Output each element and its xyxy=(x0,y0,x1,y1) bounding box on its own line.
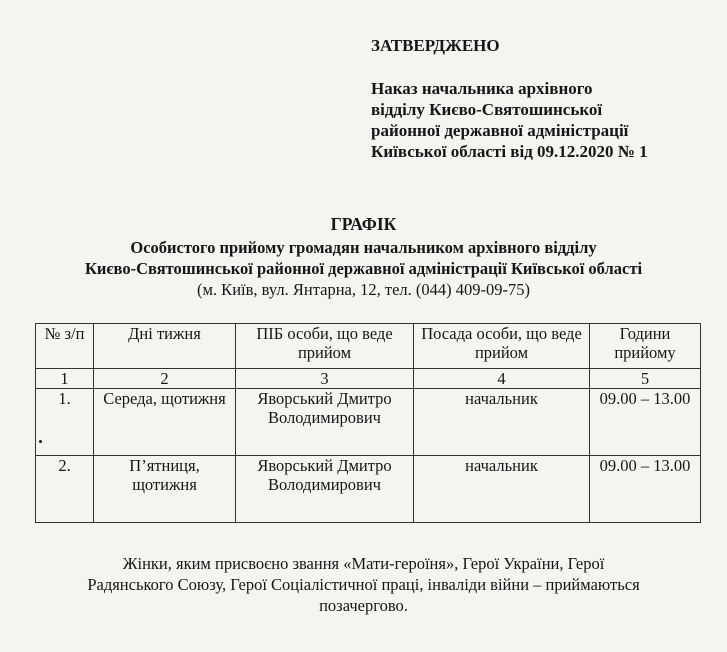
column-number: 3 xyxy=(236,369,414,389)
note-line: Жінки, яким присвоєно звання «Мати-героїня», Герої України, Герої xyxy=(122,554,605,573)
priority-note xyxy=(0,553,727,616)
order-line: відділу Києво-Святошинської xyxy=(371,100,603,119)
note-line: Радянського Союзу, Герої Соціалістичної праці, інваліди війни – приймаються xyxy=(87,575,640,594)
order-line: районної державної адміністрації xyxy=(371,121,629,140)
document-subtitle xyxy=(0,237,727,279)
column-number: 2 xyxy=(94,369,236,389)
column-number-row xyxy=(36,369,701,389)
note-line: позачергово. xyxy=(319,596,408,615)
row-person-name: Яворський Дмитро Володимирович xyxy=(236,456,414,523)
document-title: ГРАФІК xyxy=(330,214,397,234)
subtitle-line: Особистого прийому громадян начальником архівного відділу xyxy=(130,238,597,257)
row-hours: 09.00 – 13.00 xyxy=(590,456,701,523)
header-cell-name: ПІБ особи, що веде прийом xyxy=(236,324,414,369)
subtitle-line: Києво-Святошинської районної державної адміністрації Київської області xyxy=(84,259,643,278)
row-position: начальник xyxy=(414,389,590,456)
order-line: Київської області від 09.12.2020 № 1 xyxy=(371,142,648,161)
order-line: Наказ начальника архівного xyxy=(371,79,593,98)
row-number: 1. xyxy=(36,389,94,456)
row-days: П’ятниця, щотижня xyxy=(94,456,236,523)
column-number: 5 xyxy=(590,369,701,389)
column-number: 4 xyxy=(414,369,590,389)
header-cell-hours: Години прийому xyxy=(590,324,701,369)
row-position: начальник xyxy=(414,456,590,523)
header-cell-number: № з/п xyxy=(36,324,94,369)
row-person-name: Яворський Дмитро Володимирович xyxy=(236,389,414,456)
header-cell-days: Дні тижня xyxy=(94,324,236,369)
approval-order xyxy=(371,78,648,162)
table-header-row xyxy=(36,324,701,369)
approval-heading: ЗАТВЕРДЖЕНО xyxy=(371,36,500,55)
table-row xyxy=(36,389,701,456)
schedule-table xyxy=(35,323,701,523)
address-line: (м. Київ, вул. Янтарна, 12, тел. (044) 409-09-75) xyxy=(197,280,530,299)
column-number: 1 xyxy=(36,369,94,389)
row-hours: 09.00 – 13.00 xyxy=(590,389,701,456)
table-row xyxy=(36,456,701,523)
row-days: Середа, щотижня xyxy=(94,389,236,456)
row-number: 2. xyxy=(36,456,94,523)
header-cell-position: Посада особи, що веде прийом xyxy=(414,324,590,369)
